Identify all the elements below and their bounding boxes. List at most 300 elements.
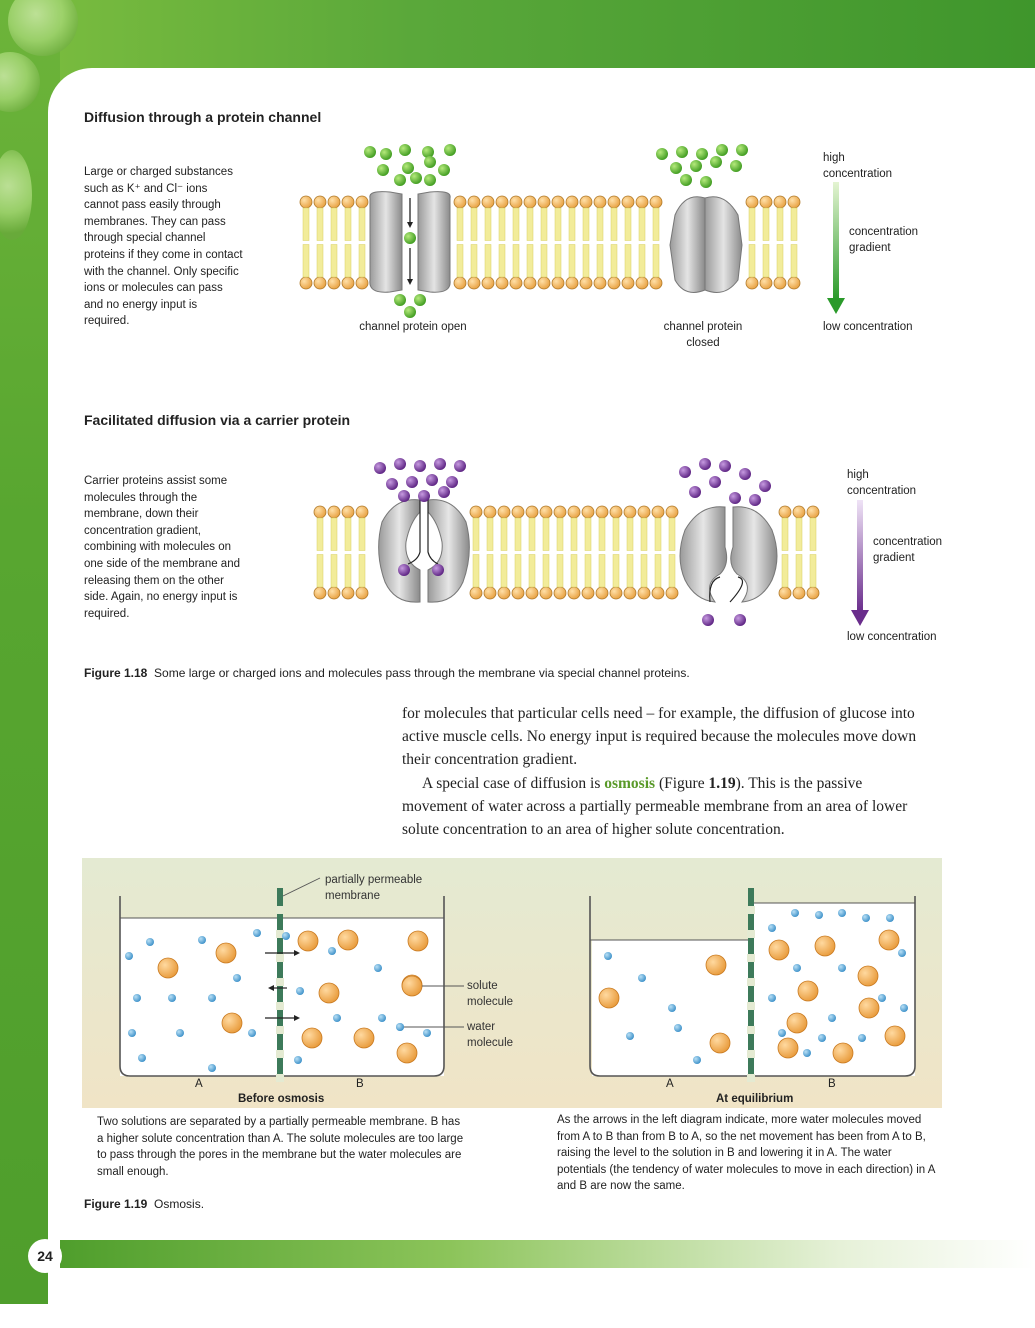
lipid-tail: [599, 518, 605, 551]
water-molecule: [128, 1029, 136, 1037]
lipid-tail: [641, 518, 647, 551]
lipid-tail: [599, 555, 605, 588]
water-molecule: [898, 949, 906, 957]
lipid-tail: [303, 208, 309, 241]
lipid-head: [498, 506, 510, 518]
lipid-head: [650, 196, 662, 208]
lipid-head: [552, 196, 564, 208]
solute-molecule: [706, 955, 726, 975]
lipid-tail: [513, 245, 519, 278]
membrane-label: [325, 872, 445, 904]
lipid-head: [666, 587, 678, 599]
water-molecule: [208, 994, 216, 1002]
ion-molecule: [716, 144, 728, 156]
water-molecule: [374, 964, 382, 972]
water-molecule: [768, 924, 776, 932]
lipid-head: [314, 587, 326, 599]
water-molecule: [626, 1032, 634, 1040]
water-molecule: [768, 994, 776, 1002]
lipid-head: [610, 506, 622, 518]
lipid-tail: [529, 518, 535, 551]
solute-label: [467, 978, 537, 1010]
lipid-tail: [625, 245, 631, 278]
lipid-head: [454, 277, 466, 289]
lipid-tail: [669, 555, 675, 588]
lipid-head: [314, 506, 326, 518]
membrane-before: [276, 888, 284, 1082]
lipid-tail: [639, 208, 645, 241]
lipid-head: [666, 506, 678, 518]
water-molecule: [176, 1029, 184, 1037]
carrier-molecule: [394, 458, 406, 470]
ion-molecule: [676, 146, 688, 158]
solute-molecule: [858, 966, 878, 986]
lipid-head: [512, 587, 524, 599]
water-molecule: [878, 994, 886, 1002]
lipid-head: [568, 587, 580, 599]
after-caption: As the arrows in the left diagram indicate, more water molecules moved from A to B than from B to A, so the net movement has been from A to B, raising the level to the solution in B and lowering it in A. The water potentials (the tendency of water molecules to move in each direction) in A and B are now the same.: [557, 1114, 935, 1193]
lipid-tail: [613, 518, 619, 551]
lipid-head: [356, 506, 368, 518]
carrier-side-text: Carrier proteins assist some molecules through the membrane, down their concentration gradient, combining with molecules on one side of the membrane and releasing them on the other side. Again, no energy input is required.: [84, 475, 240, 620]
lipid-head: [540, 587, 552, 599]
lipid-tail: [487, 518, 493, 551]
water-molecule: [886, 914, 894, 922]
figure-number: Figure 1.18: [84, 666, 148, 680]
carrier-molecule: [709, 476, 721, 488]
water-molecule: [803, 1049, 811, 1057]
water-molecule: [328, 947, 336, 955]
water-molecule: [838, 964, 846, 972]
lipid-tail: [317, 555, 323, 588]
lipid-head: [482, 196, 494, 208]
lipid-tail: [345, 208, 351, 241]
lipid-head: [484, 506, 496, 518]
lipid-tail: [571, 518, 577, 551]
lipid-tail: [317, 208, 323, 241]
carrier-molecule: [679, 466, 691, 478]
lipid-tail: [763, 245, 769, 278]
channel-closed-label: channel protein closed: [663, 321, 743, 349]
lipid-head: [566, 277, 578, 289]
section-title-carrier: Facilitated diffusion via a carrier protein: [84, 412, 351, 428]
water-molecule: [778, 1029, 786, 1037]
water-molecule: [423, 1029, 431, 1037]
lipid-tail: [331, 555, 337, 588]
membrane-pore: [747, 978, 755, 986]
solute-molecule: [859, 998, 879, 1018]
lipid-tail: [473, 555, 479, 588]
lipid-head: [328, 277, 340, 289]
lipid-tail: [749, 208, 755, 241]
lipid-head: [594, 196, 606, 208]
lipid-tail: [543, 555, 549, 588]
lipid-tail: [585, 555, 591, 588]
water-molecule: [604, 952, 612, 960]
lipid-head: [760, 196, 772, 208]
lipid-head: [622, 277, 634, 289]
lipid-head: [624, 506, 636, 518]
lipid-head: [636, 277, 648, 289]
lipid-tail: [513, 208, 519, 241]
lipid-head: [622, 196, 634, 208]
section-title-channel: Diffusion through a protein channel: [84, 109, 322, 125]
lipid-head: [356, 277, 368, 289]
carrier-molecule: [398, 564, 410, 576]
before-osmosis-title: Before osmosis: [238, 1093, 325, 1105]
water-molecule: [168, 994, 176, 1002]
side-a-label: A: [666, 1078, 674, 1090]
lipid-head: [342, 196, 354, 208]
lipid-tail: [471, 208, 477, 241]
water-molecule: [838, 909, 846, 917]
membrane-pore: [276, 978, 284, 986]
membrane-pore: [276, 1050, 284, 1058]
solute-molecule: [158, 958, 178, 978]
lipid-head: [554, 587, 566, 599]
water-molecule: [138, 1054, 146, 1062]
lipid-tail: [597, 208, 603, 241]
lipid-tail: [777, 245, 783, 278]
water-molecule: [862, 914, 870, 922]
lipid-head: [582, 587, 594, 599]
lipid-tail: [527, 245, 533, 278]
water-molecule: [208, 1064, 216, 1072]
lipid-tail: [791, 245, 797, 278]
solute-molecule: [833, 1043, 853, 1063]
lipid-tail: [345, 555, 351, 588]
solute-molecule: [298, 931, 318, 951]
ion-molecule: [656, 148, 668, 160]
lipid-tail: [669, 518, 675, 551]
para2-text: ). This is the passive movement of water across a partially permeable membrane from an area of lower solute concentration to an area of higher solute concentration.: [402, 775, 908, 838]
carrier-diagram: [300, 452, 820, 632]
solute-molecule: [338, 930, 358, 950]
ion-molecule: [680, 174, 692, 186]
lipid-head: [596, 587, 608, 599]
lipid-head: [356, 587, 368, 599]
lipid-head: [356, 196, 368, 208]
lipid-tail: [597, 245, 603, 278]
membrane-pore: [276, 1002, 284, 1010]
lipid-tail: [471, 245, 477, 278]
lipid-tail: [345, 245, 351, 278]
lipid-head: [638, 587, 650, 599]
lipid-tail: [359, 245, 365, 278]
lipid-tail: [791, 208, 797, 241]
membrane-pore: [747, 906, 755, 914]
figure-1-18-caption: [84, 666, 904, 680]
lipid-tail: [571, 555, 577, 588]
carrier-molecule: [759, 480, 771, 492]
carrier-molecule: [374, 462, 386, 474]
solute-molecule: [408, 931, 428, 951]
membrane-pore: [276, 906, 284, 914]
carrier-molecule: [702, 614, 714, 626]
lipid-head: [526, 587, 538, 599]
water-molecule: [333, 1014, 341, 1022]
lipid-head: [454, 196, 466, 208]
lipid-head: [314, 196, 326, 208]
gradient-mid-label: concentration gradient: [849, 226, 919, 254]
solute-label-line2: molecule: [467, 996, 514, 1008]
carrier-molecule: [729, 492, 741, 504]
water-molecule: [198, 936, 206, 944]
membrane-pore: [747, 954, 755, 962]
solute-molecule: [815, 936, 835, 956]
lipid-tail: [331, 208, 337, 241]
ion-molecule: [670, 162, 682, 174]
ion-molecule: [438, 164, 450, 176]
lipid-tail: [782, 518, 788, 551]
carrier-molecule: [426, 474, 438, 486]
carrier-molecule: [386, 478, 398, 490]
lipid-tail: [345, 518, 351, 551]
ion-molecule: [404, 306, 416, 318]
lipid-head: [526, 506, 538, 518]
lipid-head: [807, 587, 819, 599]
lipid-tail: [611, 245, 617, 278]
lipid-tail: [611, 208, 617, 241]
carrier-molecule: [432, 564, 444, 576]
lipid-tail: [557, 555, 563, 588]
lipid-head: [746, 277, 758, 289]
solute-molecule: [710, 1033, 730, 1053]
lipid-tail: [749, 245, 755, 278]
lipid-tail: [487, 555, 493, 588]
lipid-head: [540, 506, 552, 518]
water-label: [467, 1019, 537, 1051]
membrane-label-line2: membrane: [325, 890, 380, 902]
lipid-head: [342, 277, 354, 289]
lipid-head: [538, 277, 550, 289]
ion-molecule: [410, 172, 422, 184]
figure-caption-text: Osmosis.: [154, 1197, 205, 1211]
lipid-tail: [485, 245, 491, 278]
lipid-tail: [810, 518, 816, 551]
membrane-pore: [747, 1002, 755, 1010]
footer-band: [60, 1240, 1035, 1268]
lipid-head: [328, 506, 340, 518]
membrane-label-line1: partially permeable: [325, 874, 423, 886]
solute-label-line1: solute: [467, 980, 498, 992]
figure-caption-text: Some large or charged ions and molecules pass through the membrane via special channel proteins.: [154, 666, 690, 680]
lipid-head: [470, 506, 482, 518]
lipid-head: [774, 277, 786, 289]
lipid-tail: [473, 518, 479, 551]
lipid-tail: [501, 555, 507, 588]
carrier-molecule: [406, 476, 418, 488]
gradient-high-label: high concentration: [847, 469, 917, 497]
lipid-head: [484, 587, 496, 599]
lipid-tail: [457, 208, 463, 241]
water-molecule: [674, 1024, 682, 1032]
water-molecule: [133, 994, 141, 1002]
water-molecule: [668, 1004, 676, 1012]
lipid-tail: [457, 245, 463, 278]
lipid-head: [580, 277, 592, 289]
lipid-head: [568, 506, 580, 518]
carrier-molecule: [438, 486, 450, 498]
solute-molecule: [769, 940, 789, 960]
lipid-tail: [515, 518, 521, 551]
lipid-head: [608, 196, 620, 208]
osmosis-term: osmosis: [604, 775, 656, 792]
lipid-tail: [655, 555, 661, 588]
ion-molecule: [422, 146, 434, 158]
lipid-tail: [555, 245, 561, 278]
gradient-low-label: low concentration: [847, 631, 937, 643]
water-molecule: [858, 1034, 866, 1042]
ion-molecule: [402, 162, 414, 174]
body-paragraph-2: [402, 772, 927, 841]
side-b-label: B: [356, 1078, 364, 1090]
para2-text: A special case of diffusion is: [422, 775, 605, 792]
lipid-head: [342, 506, 354, 518]
solute-molecule: [885, 1026, 905, 1046]
ion-molecule: [696, 148, 708, 160]
lipid-head: [580, 196, 592, 208]
lipid-tail: [359, 208, 365, 241]
water-molecule: [818, 1034, 826, 1042]
solute-molecule: [879, 930, 899, 950]
carrier-molecule: [699, 458, 711, 470]
lipid-tail: [485, 208, 491, 241]
lipid-head: [566, 196, 578, 208]
lipid-tail: [543, 518, 549, 551]
lipid-head: [538, 196, 550, 208]
lipid-head: [774, 196, 786, 208]
side-a-label: A: [195, 1078, 203, 1090]
lipid-head: [524, 277, 536, 289]
lipid-tail: [555, 208, 561, 241]
ion-molecule: [377, 164, 389, 176]
carrier-molecule: [398, 490, 410, 502]
membrane-pore: [747, 1074, 755, 1082]
solute-molecule: [599, 988, 619, 1008]
membrane-pore: [747, 1026, 755, 1034]
ion-molecule: [424, 156, 436, 168]
water-label-line1: water: [467, 1021, 496, 1033]
lipid-head: [342, 587, 354, 599]
membrane-pore: [276, 1026, 284, 1034]
lipid-head: [788, 277, 800, 289]
page-number: 24: [28, 1239, 62, 1273]
lipid-tail: [627, 555, 633, 588]
water-molecule: [396, 1023, 404, 1031]
para2-text: (Figure: [655, 775, 709, 792]
lipid-tail: [317, 245, 323, 278]
lipid-tail: [653, 245, 659, 278]
lipid-tail: [782, 555, 788, 588]
solute-molecule: [354, 1028, 374, 1048]
lipid-head: [652, 506, 664, 518]
lipid-head: [470, 587, 482, 599]
gradient-arrow-purple: [850, 500, 870, 628]
body-paragraph-1: for molecules that particular cells need – for example, the diffusion of glucose into active muscle cells. No energy input is required because the molecules move down their concentration gradient.: [402, 705, 917, 768]
lipid-tail: [625, 208, 631, 241]
lipid-tail: [653, 208, 659, 241]
carrier-molecule: [446, 476, 458, 488]
ion-molecule: [700, 176, 712, 188]
solute-molecule: [397, 1043, 417, 1063]
carrier-molecule: [418, 490, 430, 502]
water-molecule: [248, 1029, 256, 1037]
water-label-line2: molecule: [467, 1037, 514, 1049]
before-caption: Two solutions are separated by a partially permeable membrane. B has a higher solute concentration than A. The solute molecules are too large to pass through the pores in the membrane but the water molecules are small enough.: [97, 1116, 464, 1178]
lipid-tail: [569, 245, 575, 278]
solute-molecule: [302, 1028, 322, 1048]
ion-molecule: [394, 294, 406, 306]
lipid-head: [554, 506, 566, 518]
lipid-tail: [763, 208, 769, 241]
ion-molecule: [404, 232, 416, 244]
channel-open-label: channel protein open: [359, 321, 467, 333]
lipid-head: [793, 506, 805, 518]
lipid-head: [636, 196, 648, 208]
lipid-tail: [627, 518, 633, 551]
ion-molecule: [736, 144, 748, 156]
at-equilibrium-title: At equilibrium: [716, 1093, 794, 1105]
ion-molecule: [710, 156, 722, 168]
lipid-head: [746, 196, 758, 208]
carrier-molecule: [454, 460, 466, 472]
gradient-high-label: high concentration: [823, 152, 893, 180]
lipid-head: [582, 506, 594, 518]
lipid-tail: [796, 555, 802, 588]
solute-molecule: [319, 983, 339, 1003]
lipid-head: [498, 587, 510, 599]
lipid-head: [510, 277, 522, 289]
gradient-arrow-green: [826, 182, 846, 316]
lipid-head: [807, 506, 819, 518]
lipid-head: [314, 277, 326, 289]
membrane-pore: [747, 930, 755, 938]
ion-molecule: [424, 174, 436, 186]
water-molecule: [791, 909, 799, 917]
lipid-tail: [331, 518, 337, 551]
lipid-tail: [796, 518, 802, 551]
lipid-tail: [569, 208, 575, 241]
ion-molecule: [399, 144, 411, 156]
lipid-head: [638, 506, 650, 518]
lipid-head: [650, 277, 662, 289]
water-molecule: [253, 929, 261, 937]
lipid-tail: [331, 245, 337, 278]
lipid-head: [608, 277, 620, 289]
membrane-after: [747, 888, 755, 1082]
lipid-tail: [583, 245, 589, 278]
lipid-tail: [541, 208, 547, 241]
channel-protein-closed: [670, 197, 742, 293]
carrier-molecule: [749, 494, 761, 506]
solute-molecule: [778, 1038, 798, 1058]
lipid-tail: [541, 245, 547, 278]
water-molecule: [146, 938, 154, 946]
lipid-tail: [527, 208, 533, 241]
water-molecule: [693, 1056, 701, 1064]
lipid-head: [300, 277, 312, 289]
lipid-tail: [303, 245, 309, 278]
lipid-tail: [613, 555, 619, 588]
water-molecule: [638, 974, 646, 982]
lipid-head: [328, 587, 340, 599]
ion-molecule: [690, 160, 702, 172]
carrier-molecule: [689, 486, 701, 498]
ion-molecule: [444, 144, 456, 156]
solute-molecule: [216, 943, 236, 963]
gradient-low-label: low concentration: [823, 321, 913, 333]
